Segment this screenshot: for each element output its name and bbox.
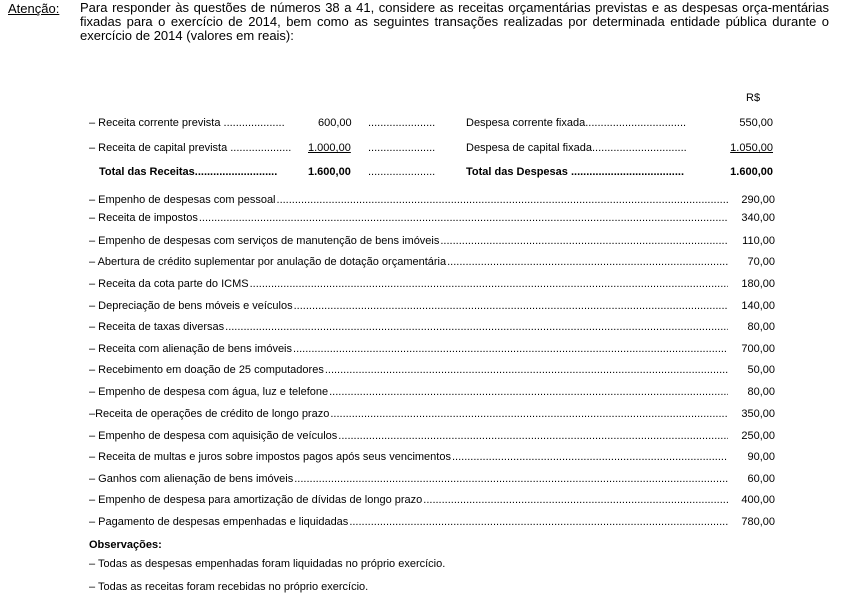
transaction-label: – Receita com alienação de bens imóveis: [89, 343, 293, 355]
transaction-label: – Empenho de despesa para amortização de dívidas de longo prazo: [89, 494, 423, 506]
attention-text: Para responder às questões de números 38 a 41, considere as receitas orçamentárias previstas e as despesas orça-mentárias fixadas para o exercício de 2014, bem como as seguintes transações realizadas por determinada entidade pública durante o exercício de 2014 (valores em reais):: [80, 0, 829, 43]
leader-dots: [225, 321, 728, 333]
observation-item: – Todas as receitas foram recebidas no próprio exercício.: [89, 581, 369, 593]
transaction-value: 250,00: [741, 430, 775, 442]
despesa-corrente-value: 550,00: [739, 117, 773, 129]
receita-corrente-value: 600,00: [318, 117, 352, 129]
receita-corrente-dots: ......................: [368, 117, 436, 129]
leader-dots: [447, 256, 728, 268]
transaction-label: – Receita da cota parte do ICMS: [89, 278, 249, 290]
despesa-capital-label: Despesa de capital fixada...............................: [466, 142, 687, 154]
transaction-row: [89, 471, 775, 485]
transaction-value: 60,00: [747, 473, 775, 485]
transaction-value: 70,00: [747, 256, 775, 268]
transaction-value: 80,00: [747, 321, 775, 333]
transaction-row: [89, 254, 775, 268]
currency-header: R$: [746, 92, 761, 104]
leader-dots: [329, 386, 728, 398]
despesa-capital-value: 1.050,00: [730, 142, 773, 154]
transaction-value: 780,00: [741, 516, 775, 528]
transaction-row: [89, 449, 775, 463]
transaction-value: 400,00: [741, 494, 775, 506]
total-receitas-value: 1.600,00: [308, 166, 351, 178]
total-receitas-label: Total das Receitas...........................: [99, 166, 278, 178]
transaction-label: – Ganhos com alienação de bens imóveis: [89, 473, 294, 485]
transaction-row: [89, 210, 775, 224]
receita-capital-label: – Receita de capital prevista ....................: [89, 142, 292, 154]
transaction-label: – Empenho de despesa com aquisição de veículos: [89, 430, 338, 442]
leader-dots: [250, 278, 728, 290]
transaction-value: 110,00: [742, 235, 775, 247]
transaction-row: [89, 319, 775, 333]
leader-dots: [199, 212, 728, 224]
leader-dots: [452, 451, 728, 463]
transaction-label: – Receita de taxas diversas: [89, 321, 225, 333]
receita-corrente-label: – Receita corrente prevista ....................: [89, 117, 285, 129]
observations-title: Observações:: [89, 539, 162, 551]
transaction-row: [89, 341, 775, 355]
transaction-label: – Pagamento de despesas empenhadas e liquidadas: [89, 516, 349, 528]
leader-dots: [330, 408, 728, 420]
transaction-label: – Receita de multas e juros sobre impostos pagos após seus vencimentos: [89, 451, 451, 463]
transaction-value: 700,00: [741, 343, 775, 355]
transaction-row: [89, 192, 775, 206]
leader-dots: [338, 430, 728, 442]
transaction-label: – Empenho de despesas com serviços de manutenção de bens imóveis: [89, 235, 440, 247]
transaction-label: – Empenho de despesa com água, luz e telefone: [89, 386, 329, 398]
transaction-value: 290,00: [741, 194, 775, 206]
transaction-value: 90,00: [747, 451, 775, 463]
transaction-label: – Abertura de crédito suplementar por anulação de dotação orçamentária: [89, 256, 447, 268]
transaction-label: – Depreciação de bens móveis e veículos: [89, 300, 293, 312]
transaction-row: [89, 298, 775, 312]
total-receitas-dots: ......................: [368, 166, 436, 178]
transaction-row: [89, 233, 775, 247]
transaction-value: 80,00: [747, 386, 775, 398]
transaction-row: [89, 384, 775, 398]
attention-label: Atenção:: [8, 1, 60, 16]
transaction-value: 350,00: [741, 408, 775, 420]
transaction-value: 50,00: [747, 364, 775, 376]
transaction-label: – Receita de impostos: [89, 212, 198, 224]
leader-dots: [423, 494, 728, 506]
transaction-row: [89, 428, 775, 442]
transaction-value: 340,00: [741, 212, 775, 224]
receita-capital-dots: ......................: [368, 142, 436, 154]
observation-item: – Todas as despesas empenhadas foram liquidadas no próprio exercício.: [89, 558, 446, 570]
transaction-row: [89, 362, 775, 376]
leader-dots: [325, 364, 728, 376]
transaction-row: [89, 276, 775, 290]
total-despesas-label: Total das Despesas .....................................: [466, 166, 685, 178]
transaction-label: – Recebimento em doação de 25 computadores: [89, 364, 324, 376]
transaction-row: [89, 514, 775, 528]
leader-dots: [294, 300, 728, 312]
transaction-value: 140,00: [741, 300, 775, 312]
leader-dots: [440, 235, 728, 247]
transaction-row: [89, 492, 775, 506]
transaction-value: 180,00: [741, 278, 775, 290]
leader-dots: [277, 194, 728, 206]
total-despesas-value: 1.600,00: [730, 166, 773, 178]
leader-dots: [294, 473, 728, 485]
leader-dots: [349, 516, 728, 528]
receita-capital-value: 1.000,00: [308, 142, 351, 154]
transaction-row: [89, 406, 775, 420]
despesa-corrente-label: Despesa corrente fixada.................................: [466, 117, 687, 129]
transaction-label: – Empenho de despesas com pessoal: [89, 194, 276, 206]
transaction-label: –Receita de operações de crédito de longo prazo: [89, 408, 330, 420]
leader-dots: [293, 343, 728, 355]
